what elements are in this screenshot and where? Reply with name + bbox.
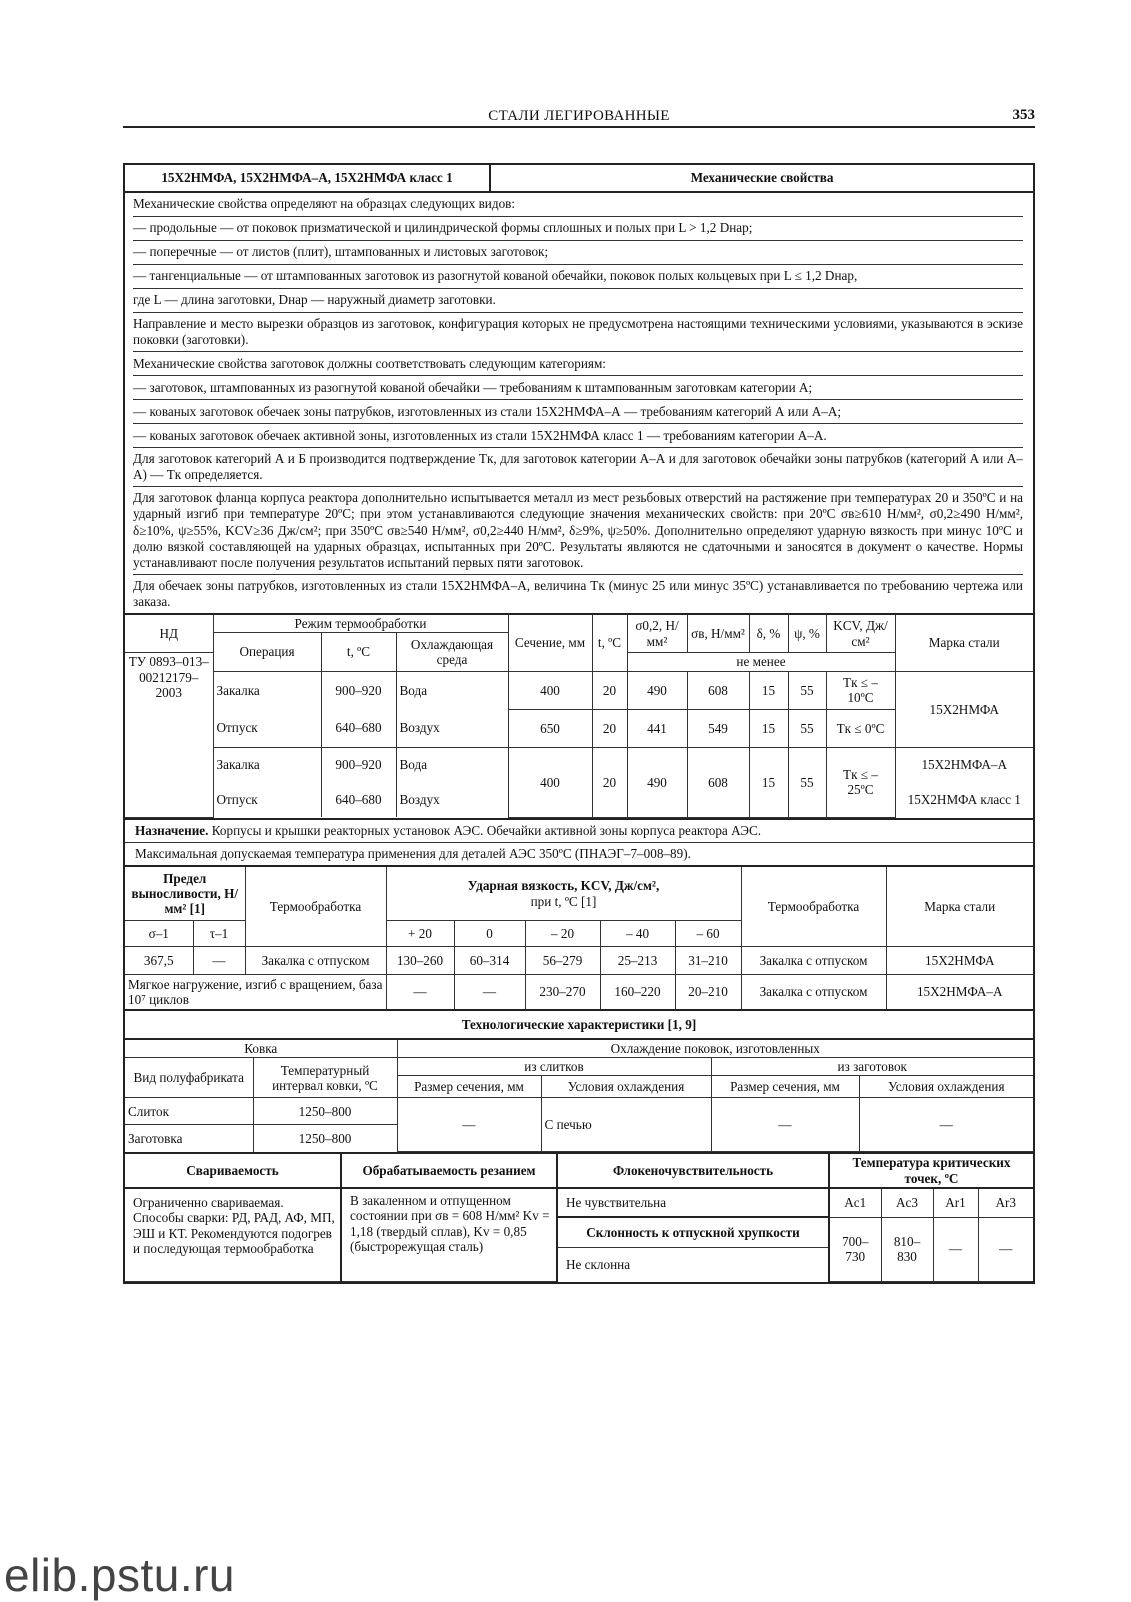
paragraph: Для заготовок категорий А и Б производится подтверждение Tк, для заготовок категории А–А и для заготовок обечайки зоны патрубков (категорий А или А–А) — Tк определяется. <box>133 448 1023 487</box>
kcv-cell: 56–279 <box>525 947 600 975</box>
watermark: elib.pstu.ru <box>4 1549 236 1601</box>
sigma02-cell: 490 <box>627 747 687 817</box>
sigmab-cell: 608 <box>687 747 749 817</box>
steel-grades-title: 15Х2НМФА, 15Х2НМФА–А, 15Х2НМФА класс 1 <box>125 165 490 191</box>
temper-brittleness-value: Не склонна <box>557 1247 829 1281</box>
nd-value: ТУ 0893–013–00212179–2003 <box>125 653 213 817</box>
grade-cell: 15Х2НМФА–А <box>895 747 1033 781</box>
kcv-cell: 31–210 <box>675 947 741 975</box>
col-heat-mode: Режим термообработки <box>213 615 508 633</box>
heat-treatment-header: Термообработка <box>741 867 886 947</box>
crit-col-header: Ac3 <box>881 1188 933 1217</box>
temp-cell: 640–680 <box>321 709 396 747</box>
kcv-cell: 160–220 <box>600 975 675 1009</box>
forging-interval-header: Температурный интервал ковки, ºС <box>253 1058 397 1098</box>
sigma02-cell: 490 <box>627 671 687 709</box>
col-delta: δ, % <box>749 615 788 653</box>
crit-col-header: Ar3 <box>978 1188 1033 1217</box>
psi-cell: 55 <box>788 747 826 817</box>
ingot-cooling-cell: С печью <box>541 1098 711 1152</box>
cooling-cell: Вода <box>396 671 508 709</box>
flake-sensitivity-header: Флокеночувствительность <box>557 1154 829 1188</box>
impact-subheader: при t, ºС [1] <box>530 893 597 909</box>
kcv-cell: 25–213 <box>600 947 675 975</box>
running-title: СТАЛИ ЛЕГИРОВАННЫЕ <box>488 108 670 124</box>
col-operation: Операция <box>213 633 321 671</box>
crit-col-header: Ac1 <box>829 1188 881 1217</box>
kcv-cell: 230–270 <box>525 975 600 1009</box>
operation-cell: Отпуск <box>213 781 321 817</box>
paragraph: Механические свойства заготовок должны соответствовать следующим категориям: <box>133 352 1023 376</box>
cooling-header: Охлаждение поковок, изготовленных <box>397 1039 1033 1058</box>
temp-cell: 640–680 <box>321 781 396 817</box>
crit-value: — <box>978 1217 1033 1281</box>
sigma02-cell: 441 <box>627 709 687 747</box>
delta-cell: 15 <box>749 709 788 747</box>
flake-sensitivity-value: Не чувствительна <box>557 1188 829 1217</box>
size-header: Размер сечения, мм <box>397 1076 541 1098</box>
kcv-cell: Tк ≤ – 25ºС <box>826 747 895 817</box>
ingot-size-cell: — <box>397 1098 541 1152</box>
cooling-cell: Вода <box>396 747 508 781</box>
weldability-text: Ограниченно свариваемая. Способы сварки: РД, РАД, АФ, МП, ЭШ и КТ. Рекомендуются подогрев и последующая термообработка <box>125 1188 341 1281</box>
paragraph: — тангенциальные — от штампованных заготовок из разогнутой кованой обечайки, поковок полых кольцевых при L ≤ 1,2 Dнар, <box>133 265 1023 289</box>
kcv-cell: 130–260 <box>386 947 454 975</box>
endurance-limit-header: Предел выносливости, Н/мм² [1] <box>125 867 245 921</box>
heat-treatment-header: Термообработка <box>245 867 386 947</box>
col-sigmab: σв, Н/мм² <box>687 615 749 653</box>
semi-product-header: Вид полуфабриката <box>125 1058 253 1098</box>
temp-header: – 40 <box>600 921 675 947</box>
paragraph: — кованых заготовок обечаек активной зоны, изготовленных из стали 15Х2НМФА класс 1 — требованиям категории А–А. <box>133 424 1023 448</box>
min-label: не менее <box>627 653 895 671</box>
col-kcv: KCV, Дж/см² <box>826 615 895 653</box>
temper-brittleness-header: Склонность к отпускной хрупкости <box>557 1217 829 1247</box>
t-cell: 20 <box>592 671 627 709</box>
kcv-cell: — <box>454 975 525 1009</box>
steel-data-sheet <box>123 163 1035 1284</box>
grade-cell: 15Х2НМФА <box>895 671 1033 747</box>
sigma-header: σ–1 <box>125 921 193 947</box>
paragraph: Для заготовок фланца корпуса реактора дополнительно испытывается металл из мест резьбовых отверстий на растяжение при температурах 20 и 350ºС и на ударный изгиб при температуре 20ºС; при этом устанавливаются следующие значения механических свойств: при 20ºС σв≥610 Н/мм², σ0,2≥490 Н/мм², δ≥10%, ψ≥55%, KCV≥36 Дж/см²; при 350ºС σв≥540 Н/мм², σ0,2≥440 Н/мм², δ≥9%, ψ≥50%. Дополнительно определяют ударную вязкость при минус 10ºС и долю вязкой составляющей на ударных образцах, испытанных при 20ºС. Результаты являются не сдаточными и заносятся в документ о качестве. Нормы устанавливают после получения результатов испытаний первых пяти заготовок. <box>133 487 1023 574</box>
page-number: 353 <box>1012 107 1035 123</box>
psi-cell: 55 <box>788 709 826 747</box>
purpose-text: Корпусы и крышки реакторных установок АЭС. Обечайки активной зоны корпуса реактора АЭС. <box>208 822 762 838</box>
sigmab-cell: 608 <box>687 671 749 709</box>
col-grade: Марка стали <box>895 615 1033 671</box>
grade-cell: 15Х2НМФА <box>886 947 1033 975</box>
paragraph: — кованых заготовок обечаек зоны патрубков, изготовленных из стали 15Х2НМФА–А — требованиям категорий А или А–А; <box>133 400 1023 424</box>
semi-product-cell: Заготовка <box>125 1125 253 1152</box>
cooling-cell: Воздух <box>396 781 508 817</box>
size-header: Размер сечения, мм <box>711 1076 859 1098</box>
kcv-cell: 60–314 <box>454 947 525 975</box>
temp-header: – 20 <box>525 921 600 947</box>
blank-cooling-cell: — <box>859 1098 1033 1152</box>
col-section: Сечение, мм <box>508 615 592 671</box>
tau-header: τ–1 <box>193 921 245 947</box>
kcv-cell: Tк ≤ 0ºС <box>826 709 895 747</box>
col-t: t, ºС <box>592 615 627 671</box>
forging-range-cell: 1250–800 <box>253 1098 397 1125</box>
operation-cell: Закалка <box>213 671 321 709</box>
weldability-header: Свариваемость <box>125 1154 341 1188</box>
mechanical-properties-table <box>125 615 1033 818</box>
technology-table <box>125 1011 1033 1153</box>
paragraph: — поперечные — от листов (плит), штампованных и листовых заготовок; <box>133 241 1023 265</box>
temp-header: 0 <box>454 921 525 947</box>
section-cell: 650 <box>508 709 592 747</box>
paragraph: где L — длина заготовки, Dнар — наружный диаметр заготовки. <box>133 289 1023 313</box>
crit-value: 700–730 <box>829 1217 881 1281</box>
col-temp: t, ºС <box>321 633 396 671</box>
heat-treatment-cell: Закалка с отпуском <box>741 947 886 975</box>
section-cell: 400 <box>508 671 592 709</box>
heat-treatment-cell: Закалка с отпуском <box>741 975 886 1009</box>
operation-cell: Закалка <box>213 747 321 781</box>
page-header <box>123 100 1035 128</box>
technology-title: Технологические характеристики [1, 9] <box>125 1011 1033 1039</box>
section-cell: 400 <box>508 747 592 817</box>
t-cell: 20 <box>592 709 627 747</box>
paragraph: Направление и место вырезки образцов из заготовок, конфигурация которых не предусмотрена настоящими техническими условиями, указываются в эскизе поковки (заготовки). <box>133 313 1023 352</box>
semi-product-cell: Слиток <box>125 1098 253 1125</box>
delta-cell: 15 <box>749 671 788 709</box>
t-cell: 20 <box>592 747 627 817</box>
crit-col-header: Ar1 <box>933 1188 978 1217</box>
forging-header: Ковка <box>125 1039 397 1058</box>
temp-cell: 900–920 <box>321 747 396 781</box>
grade-cell: 15Х2НМФА класс 1 <box>895 781 1033 817</box>
kcv-cell: 20–210 <box>675 975 741 1009</box>
conditions-header: Условия охлаждения <box>541 1076 711 1098</box>
operation-cell: Отпуск <box>213 709 321 747</box>
impact-header: Ударная вязкость, KCV, Дж/см², <box>467 878 660 894</box>
paragraph: — продольные — от поковок призматической и цилиндрической формы сплошных и полых при L > 1,2 Dнар; <box>133 217 1023 241</box>
crit-value: — <box>933 1217 978 1281</box>
purpose-label: Назначение. <box>135 822 209 838</box>
kcv-cell: — <box>386 975 454 1009</box>
purpose-section <box>125 818 1033 865</box>
kcv-cell: Tк ≤ – 10ºС <box>826 671 895 709</box>
loading-note: Мягкое нагружение, изгиб с вращением, база 10⁷ циклов <box>125 975 386 1009</box>
col-cooling: Охлаждающая среда <box>396 633 508 671</box>
machinability-text: В закаленном и отпущенном состоянии при σв = 608 Н/мм² Kv = 1,18 (твердый сплав), Kv = 0,85 (быстрорежущая сталь) <box>341 1188 557 1281</box>
paragraph: Механические свойства определяют на образцах следующих видов: <box>133 193 1023 217</box>
col-nd: НД <box>125 615 213 653</box>
section-title: Механические свойства <box>490 165 1033 191</box>
endurance-impact-table <box>125 867 1033 1009</box>
grade-header: Марка стали <box>886 867 1033 947</box>
critical-points-header: Температура критических точек, ºС <box>829 1154 1033 1188</box>
cooling-cell: Воздух <box>396 709 508 747</box>
grade-cell: 15Х2НМФА–А <box>886 975 1033 1009</box>
properties-table <box>125 1154 1033 1281</box>
sigmab-cell: 549 <box>687 709 749 747</box>
tau-value: — <box>193 947 245 975</box>
heat-treatment-cell: Закалка с отпуском <box>245 947 386 975</box>
delta-cell: 15 <box>749 747 788 817</box>
max-temp-note: Максимальная допускаемая температура применения для деталей АЭС 350ºС (ПНАЭГ–7–008–89). <box>135 845 691 861</box>
temp-header: + 20 <box>386 921 454 947</box>
psi-cell: 55 <box>788 671 826 709</box>
forging-range-cell: 1250–800 <box>253 1125 397 1152</box>
from-blanks-header: из заготовок <box>711 1058 1033 1076</box>
conditions-header: Условия охлаждения <box>859 1076 1033 1098</box>
blank-size-cell: — <box>711 1098 859 1152</box>
crit-value: 810–830 <box>881 1217 933 1281</box>
requirements-text <box>125 191 1033 613</box>
sigma-value: 367,5 <box>125 947 193 975</box>
paragraph: Для обечаек зоны патрубков, изготовленных из стали 15Х2НМФА–А, величина Tк (минус 25 или минус 35ºС) устанавливается по требованию чертежа или заказа. <box>133 577 1023 609</box>
temp-cell: 900–920 <box>321 671 396 709</box>
paragraph: — заготовок, штампованных из разогнутой кованой обечайки — требованиям к штампованным заготовкам категории А; <box>133 376 1023 400</box>
col-psi: ψ, % <box>788 615 826 653</box>
col-sigma02: σ0,2, Н/мм² <box>627 615 687 653</box>
temp-header: – 60 <box>675 921 741 947</box>
from-ingots-header: из слитков <box>397 1058 711 1076</box>
machinability-header: Обрабатываемость резанием <box>341 1154 557 1188</box>
